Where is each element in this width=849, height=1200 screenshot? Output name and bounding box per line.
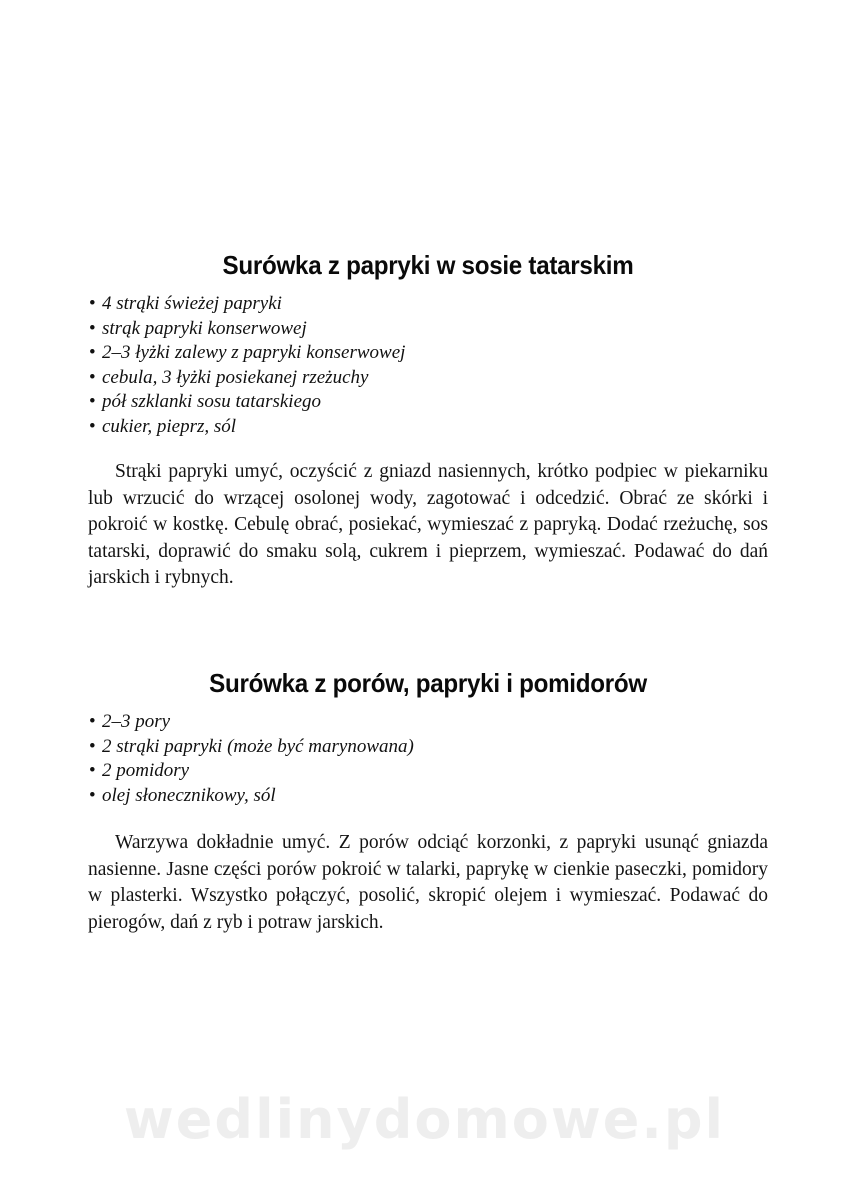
ingredient-item: [89, 710, 768, 735]
ingredient-item: [89, 784, 768, 809]
bullet-icon: •: [89, 415, 96, 437]
ingredient-list: [88, 710, 768, 808]
bullet-icon: •: [89, 760, 96, 781]
bullet-icon: •: [89, 317, 96, 339]
ingredient-text: 2–3 łyżki zalewy z papryki konserwowej: [102, 342, 406, 363]
ingredient-item: [89, 390, 768, 415]
ingredient-list: [88, 292, 768, 439]
recipe-1: [88, 248, 768, 592]
ingredient-item: [89, 759, 768, 784]
bullet-icon: •: [89, 391, 96, 412]
recipe-instructions: Warzywa dokładnie umyć. Z porów odciąć korzonki, z papryki usunąć gniazda nasienne. Jasne części porów pokroić w talarki, paprykę w cienkie paseczki, pomidory w plasterki. Wszystko połączyć, posolić, skropić olejem i wymieszać. Podawać do pierogów, dań z ryb i potraw jarskich.: [88, 832, 768, 933]
bullet-icon: •: [89, 342, 96, 363]
ingredient-item: [89, 341, 768, 366]
ingredient-text: pół szklanki sosu tatarskiego: [102, 391, 322, 412]
recipe-title: Surówka z porów, papryki i pomidorów: [209, 668, 647, 698]
bullet-icon: •: [89, 293, 96, 314]
recipe-2: [88, 666, 768, 936]
ingredient-text: 4 strąki świeżej papryki: [102, 293, 282, 314]
ingredient-text: 2 strąki papryki (może być marynowana): [102, 735, 414, 757]
bullet-icon: •: [89, 711, 96, 732]
ingredient-item: [89, 415, 768, 440]
recipe-title: Surówka z papryki w sosie tatarskim: [222, 250, 634, 280]
ingredient-text: cukier, pieprz, sól: [102, 415, 237, 437]
ingredient-text: cebula, 3 łyżki posiekanej rzeżuchy: [102, 366, 369, 388]
bullet-icon: •: [89, 784, 96, 806]
bullet-icon: •: [89, 366, 96, 388]
ingredient-text: 2 pomidory: [102, 760, 190, 781]
ingredient-item: [89, 317, 768, 342]
ingredient-item: [89, 735, 768, 760]
ingredient-item: [89, 292, 768, 317]
bullet-icon: •: [89, 735, 96, 757]
ingredient-text: 2–3 pory: [102, 711, 171, 732]
ingredient-item: [89, 366, 768, 391]
ingredient-text: olej słonecznikowy, sól: [102, 784, 276, 806]
recipe-instructions: Strąki papryki umyć, oczyścić z gniazd nasiennych, krótko podpiec w piekarniku lub wrzucić do wrzącej osolonej wody, zagotować i odcedzić. Obrać ze skórki i pokroić w kostkę. Cebulę obrać, posiekać, wymieszać z papryką. Dodać rzeżuchę, sos tatarski, doprawić do smaku solą, cukrem i pieprzem, wymieszać. Podawać do dań jarskich i rybnych.: [88, 461, 768, 588]
ingredient-text: strąk papryki konserwowej: [102, 317, 307, 339]
watermark: wedlinydomowe.pl: [123, 1088, 726, 1151]
